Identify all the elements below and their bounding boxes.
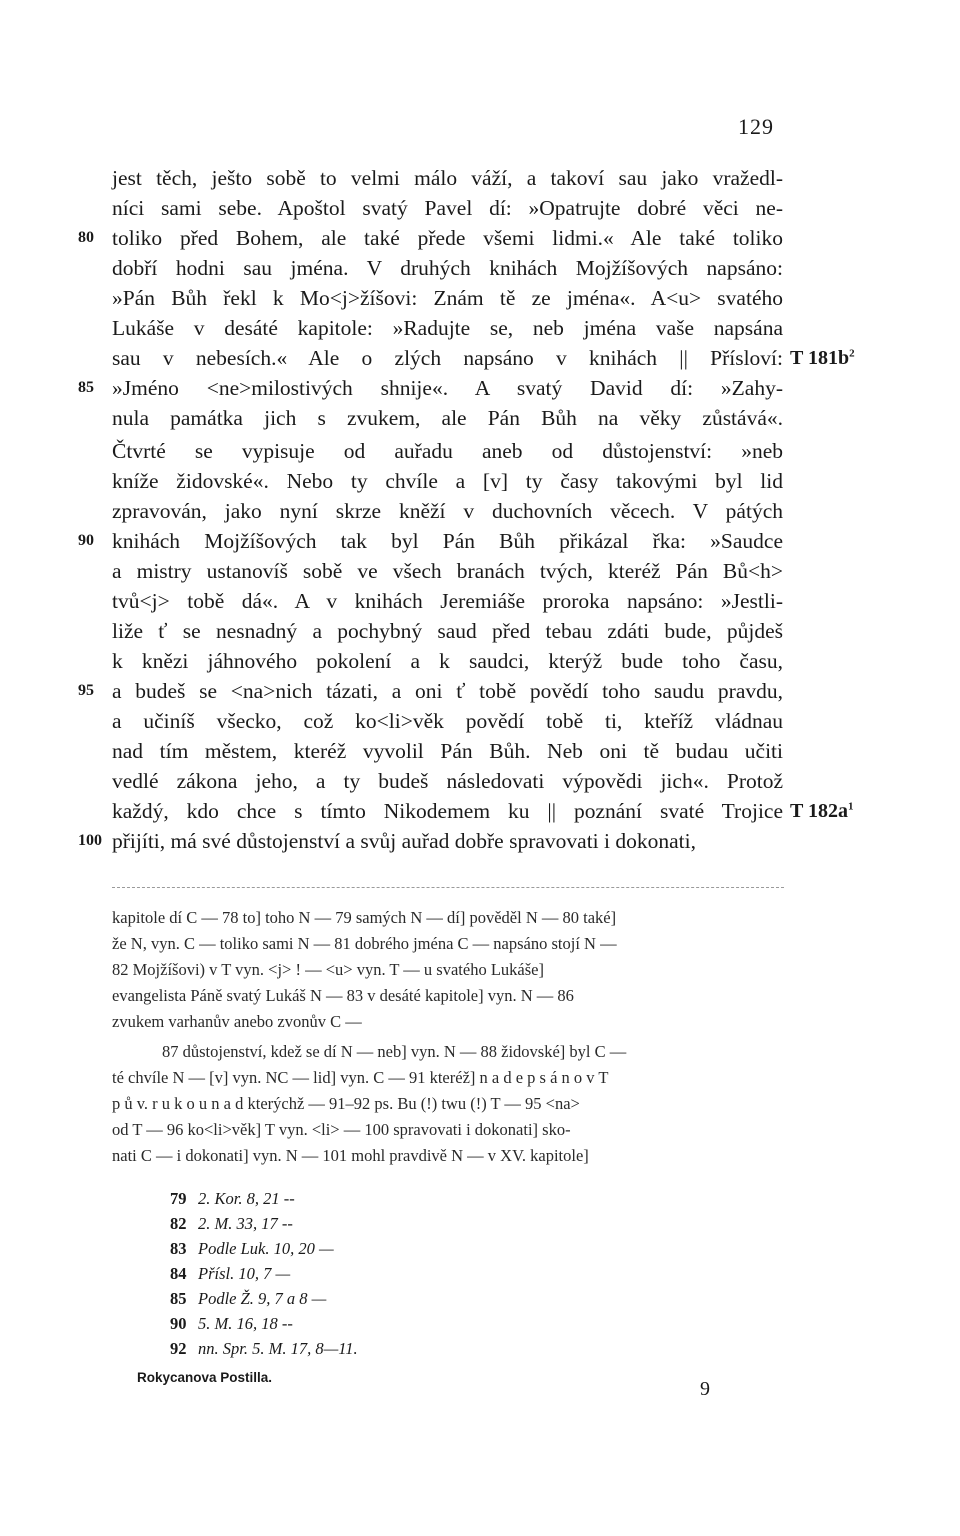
text-line — [112, 373, 783, 403]
text-line-content: přijíti, má své důstojenství a svůj auřad dobře spravovati i dokonati, — [112, 829, 696, 853]
text-line-content: kníže židovské«. Nebo ty chvíle a [v] ty časy takovými byl lid — [112, 469, 783, 493]
text-line — [112, 676, 783, 706]
margin-reference — [790, 347, 855, 370]
reference-text: Přísl. 10, 7 — — [198, 1264, 291, 1283]
apparatus-line: zvukem varhanův anebo zvonův C — — [112, 1012, 362, 1031]
reference-number: 82 — [170, 1214, 187, 1233]
text-line — [112, 283, 783, 313]
text-line — [112, 526, 783, 556]
apparatus-line: té chvíle N — [v] vyn. NC — lid] vyn. C — 91 kteréž] n a d e p s á n o v T — [112, 1068, 609, 1087]
text-line — [112, 163, 783, 193]
margin-reference-text: T 182a — [790, 800, 848, 822]
text-line-content: níci sami sebe. Apoštol svatý Pavel dí: »Opatrujte dobré věci ne- — [112, 196, 783, 220]
apparatus-line: že N, vyn. C — toliko sami N — 81 dobrého jména C — napsáno stojí N — — [112, 934, 617, 953]
printer-signature-mark: 9 — [700, 1378, 710, 1400]
text-line-content: liže ť se nesnadný a pochybný saud před tebau zdáti bude, půjdeš — [112, 619, 783, 643]
text-line — [112, 193, 783, 223]
reference-text: 2. Kor. 8, 21 -- — [198, 1189, 295, 1208]
reference-number: 90 — [170, 1314, 187, 1333]
text-line-content: jest těch, ješto sobě to velmi málo váží, a takoví sau jako vražedl- — [112, 166, 783, 190]
reference-line — [170, 1262, 290, 1286]
text-line — [112, 223, 783, 253]
line-number: 85 — [78, 379, 94, 396]
text-line-content: Lukáše v desáté kapitole: »Radujte se, neb jména vaše napsána — [112, 316, 783, 340]
reference-number: 85 — [170, 1289, 187, 1308]
text-line — [112, 496, 783, 526]
reference-line — [170, 1187, 295, 1211]
text-line — [112, 586, 783, 616]
reference-text: 5. M. 16, 18 -- — [198, 1314, 293, 1333]
margin-reference-sup: 1 — [847, 800, 854, 813]
footnote-separator — [112, 887, 784, 888]
text-line — [112, 436, 783, 466]
line-number: 80 — [78, 229, 94, 246]
text-line — [112, 556, 783, 586]
text-line — [112, 736, 783, 766]
text-line — [112, 343, 783, 373]
reference-text: Podle Ž. 9, 7 a 8 — — [198, 1289, 327, 1308]
text-line-content: »Jméno <ne>milostivých shnije«. A svatý David dí: »Zahy- — [112, 376, 783, 400]
reference-line — [170, 1212, 293, 1236]
reference-line — [170, 1287, 326, 1311]
margin-reference-sup: 2 — [849, 347, 855, 360]
text-line — [112, 796, 783, 826]
text-line-content: toliko před Bohem, ale také přede všemi lidmi.« Ale také toliko — [112, 226, 783, 250]
apparatus-line: od T — 96 ko<li>věk] T vyn. <li> — 100 spravovati i dokonati] sko- — [112, 1120, 571, 1139]
text-line — [112, 646, 783, 676]
text-line-content: knihách Mojžíšových tak byl Pán Bůh přikázal řka: »Saudce — [112, 529, 783, 553]
text-line-content: k knězi jáhnového pokolení a k saudci, kterýž bude toho času, — [112, 649, 783, 673]
text-line-content: »Pán Bůh řekl k Mo<j>žíšovi: Znám tě ze jména«. A<u> svatého — [112, 286, 783, 310]
reference-text: nn. Spr. 5. M. 17, 8—11. — [198, 1339, 358, 1358]
text-line-content: vedlé zákona jeho, a ty budeš následovati výpovědi jich«. Protož — [112, 769, 783, 793]
reference-number: 79 — [170, 1189, 187, 1208]
text-line — [112, 403, 783, 433]
text-line-content: a mistry ustanovíš sobě ve všech branách tvých, kteréž Pán Bů<h> — [112, 559, 783, 583]
page-number: 129 — [738, 114, 774, 139]
text-line-content: každý, kdo chce s tímto Nikodemem ku || poznání svaté Trojice — [112, 799, 783, 823]
margin-reference-text: T 181b — [790, 347, 850, 369]
text-line-content: Čtvrté se vypisuje od auřadu aneb od důstojenství: »neb — [112, 439, 783, 463]
text-line-content: tvů<j> tobě dá«. A v knihách Jeremiáše proroka napsáno: »Jestli- — [112, 589, 783, 613]
apparatus-line: 87 důstojenství, kdež se dí N — neb] vyn. N — 88 židovské] byl C — — [162, 1042, 627, 1061]
apparatus-line: kapitole dí C — 78 to] toho N — 79 samých N — dí] pověděl N — 80 také] — [112, 908, 617, 927]
reference-line — [170, 1237, 334, 1261]
reference-number: 83 — [170, 1239, 187, 1258]
reference-number: 92 — [170, 1339, 187, 1358]
reference-line — [170, 1337, 358, 1361]
line-number: 90 — [78, 532, 94, 549]
reference-text: Podle Luk. 10, 20 — — [198, 1239, 334, 1258]
line-number: 95 — [78, 682, 94, 699]
apparatus-line: 82 Mojžíšovi) v T vyn. <j> ! — <u> vyn. T — u svatého Lukáše] — [112, 960, 544, 979]
reference-number: 84 — [170, 1264, 187, 1283]
text-line — [112, 253, 783, 283]
reference-text: 2. M. 33, 17 -- — [198, 1214, 293, 1233]
text-line-content: nula památka jich s zvukem, ale Pán Bůh na věky zůstává«. — [112, 406, 783, 430]
text-line-content: a učiníš všecko, což ko<li>věk povědí tobě ti, kteříž vládnau — [112, 709, 783, 733]
line-number: 100 — [78, 832, 102, 849]
text-line — [112, 313, 783, 343]
apparatus-line: nati C — i dokonati] vyn. N — 101 mohl pravdivě N — v XV. kapitole] — [112, 1146, 589, 1165]
text-line — [112, 706, 783, 736]
reference-line — [170, 1312, 293, 1336]
text-line-content: a budeš se <na>nich tázati, a oni ť tobě povědí toho saudu pravdu, — [112, 679, 783, 703]
text-line — [112, 766, 783, 796]
text-line — [112, 826, 783, 856]
text-line-content: sau v nebesích.« Ale o zlých napsáno v knihách || Přísloví: — [112, 346, 783, 370]
footer-book-title: Rokycanova Postilla. — [137, 1370, 273, 1385]
text-line-content: nad tím městem, kteréž vyvolil Pán Bůh. Neb oni tě budau učiti — [112, 739, 783, 763]
text-line-content: dobří hodni sau jména. V druhých knihách Mojžíšových napsáno: — [112, 256, 783, 280]
apparatus-line: evangelista Páně svatý Lukáš N — 83 v desáté kapitole] vyn. N — 86 — [112, 986, 574, 1005]
apparatus-line: p ů v. r u k o u n a d kterýchž — 91–92 ps. Bu (!) twu (!) T — 95 <na> — [112, 1094, 580, 1113]
margin-reference — [790, 800, 853, 823]
text-line-content: zpravován, jako nyní skrze kněží v duchovních věcech. V pátých — [112, 499, 783, 523]
text-line — [112, 466, 783, 496]
text-line — [112, 616, 783, 646]
